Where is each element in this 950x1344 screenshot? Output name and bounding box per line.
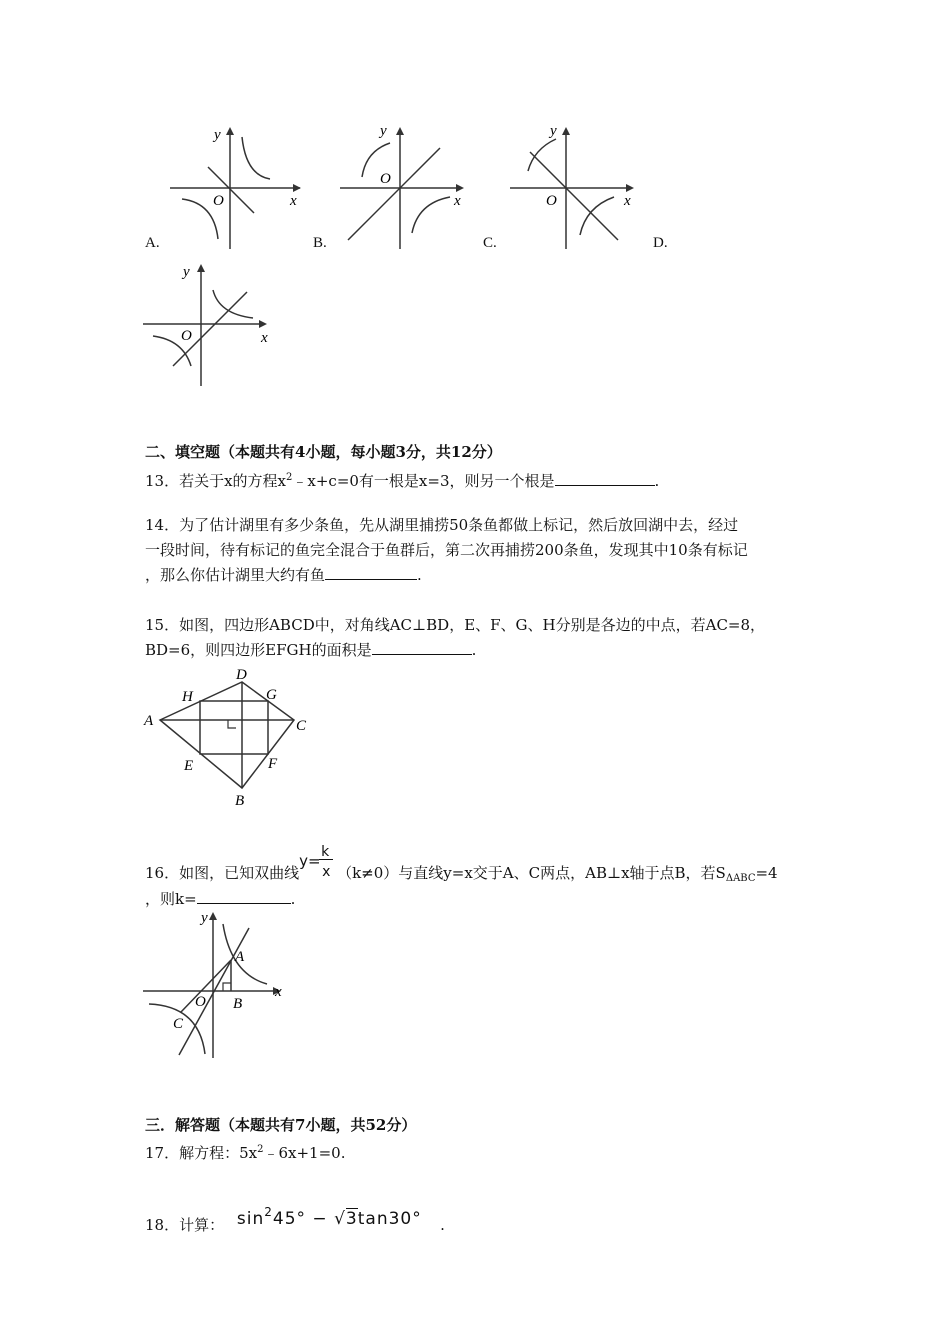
svg-text:O: O [546, 193, 557, 209]
svg-text:B: B [233, 996, 243, 1012]
answer-blank[interactable] [372, 640, 472, 655]
option-b-graph [340, 125, 475, 250]
option-b-label: B. [313, 235, 327, 251]
svg-text:x: x [624, 193, 631, 209]
svg-text:C: C [173, 1016, 184, 1032]
answer-blank[interactable] [197, 889, 291, 904]
question-17: 17．解方程：$5x^2﹣6x+1=0$. [145, 1144, 346, 1162]
question-14: 14．为了估计湖里有多少条鱼，先从湖里捕捞50条鱼都做上标记，然后放回湖中去，经过 一段时间，待有标记的鱼完全混合于鱼群后，第二次再捕捞200条鱼，发现其中10条有标记 ，那么你估计湖里大约有鱼 . [145, 516, 748, 584]
answer-blank[interactable] [555, 471, 655, 486]
svg-text:O: O [380, 171, 391, 187]
section-3-title: 三．解答题（本题共有7小题，共52分） [145, 1116, 417, 1134]
answer-blank[interactable] [325, 565, 417, 580]
origin-label: O [213, 193, 224, 209]
x-axis-label: x [290, 193, 297, 209]
trig-expression: $\sin^245^\circ - √3\tan 30^\circ$ [236, 1205, 422, 1229]
svg-text:x: x [261, 330, 268, 346]
svg-text:D: D [236, 667, 247, 683]
svg-text:C: C [296, 718, 307, 734]
question-16: 16．如图，已知双曲线 y= k x （k≠0）与直线y=x交于A、C两点，AB⊥x轴于点B，若$S_{\Delta ABC}=4$ ，则k= . [145, 844, 778, 908]
question-18: 18．计算： $\sin^245^\circ - √3\tan 30^\circ$ . [145, 1205, 445, 1234]
svg-text:x: x [454, 193, 461, 209]
svg-text:E: E [184, 758, 194, 774]
svg-text:G: G [266, 687, 277, 703]
q15-quadrilateral-figure [142, 664, 312, 809]
option-c-graph [510, 125, 645, 250]
svg-text:O: O [181, 328, 192, 344]
q16-hyperbola-figure [143, 910, 288, 1060]
svg-text:A: A [235, 949, 245, 965]
option-a-label: A. [145, 235, 160, 251]
svg-text:x: x [275, 984, 282, 1000]
section-2-title: 二、填空题（本题共有4小题，每小题3分，共12分） [145, 443, 502, 461]
option-c-label: C. [483, 235, 497, 251]
sqrt-symbol: √ [334, 1209, 346, 1229]
question-13: 13．若关于x的方程$x^2﹣x+c=0$有一根是x=3，则另一个根是 . [145, 472, 660, 490]
svg-text:B: B [235, 793, 245, 809]
question-15: 15．如图，四边形ABCD中，对角线AC⊥BD，E、F、G、H分别是各边的中点，若AC=8， BD=6，则四边形EFGH的面积是 . [145, 616, 766, 659]
svg-text:y: y [550, 125, 557, 139]
svg-text:O: O [195, 994, 206, 1010]
option-d-graph [143, 262, 273, 387]
option-d-label: D. [653, 235, 668, 251]
option-a-graph [170, 125, 305, 250]
svg-text:y: y [201, 910, 208, 926]
hyperbola-formula: y= k x [299, 842, 337, 882]
y-axis-label: y [214, 127, 221, 143]
svg-text:F: F [268, 756, 278, 772]
svg-text:H: H [182, 689, 193, 705]
svg-text:y: y [183, 264, 190, 280]
svg-text:y: y [380, 125, 387, 139]
svg-text:A: A [144, 713, 154, 729]
